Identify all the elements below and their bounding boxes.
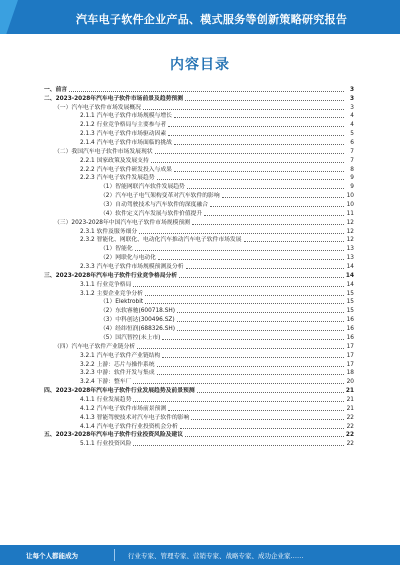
toc-entry-page: 9 bbox=[350, 175, 354, 182]
toc-leader-dots bbox=[139, 233, 344, 234]
toc-entry[interactable] bbox=[44, 147, 354, 156]
toc-entry[interactable] bbox=[44, 404, 354, 413]
toc-entry[interactable] bbox=[44, 351, 354, 360]
toc-leader-dots bbox=[157, 374, 344, 375]
footer-slogan-left: 让每个人都能成为 bbox=[26, 552, 78, 560]
toc-entry-title: 2.1.2 行业竞争格局与主要参与者 bbox=[80, 122, 167, 129]
toc-leader-dots bbox=[158, 259, 344, 260]
toc-entry-page: 3 bbox=[350, 104, 354, 111]
toc-entry[interactable] bbox=[44, 280, 354, 289]
toc-entry-title: 4.1.1 行业发展趋势 bbox=[80, 396, 132, 403]
toc-leader-dots bbox=[133, 286, 344, 287]
toc-entry-title: 一、前言 bbox=[44, 86, 68, 93]
toc-leader-dots bbox=[187, 188, 344, 189]
toc-entry[interactable] bbox=[44, 120, 354, 129]
toc-entry-page: 6 bbox=[350, 140, 354, 147]
toc-entry[interactable] bbox=[44, 218, 354, 227]
toc-entry-title: 二、2023-2028年汽车电子软件市场前景及趋势预测 bbox=[44, 95, 184, 102]
toc-entry-title: 五、2023-2028年汽车电子软件行业投资风险及建议 bbox=[44, 432, 184, 439]
toc-leader-dots bbox=[151, 162, 344, 163]
toc-entry-title: 2.2.3 汽车电子软件发展趋势 bbox=[80, 175, 155, 182]
toc-entry[interactable] bbox=[44, 129, 354, 138]
toc-entry[interactable] bbox=[44, 342, 354, 351]
toc-entry-title: 2.1.1 汽车电子软件市场规模与增长 bbox=[80, 113, 172, 120]
toc-entry-page: 8 bbox=[350, 166, 354, 173]
toc-entry-page: 3 bbox=[349, 86, 354, 93]
toc-entry-page: 17 bbox=[346, 352, 354, 359]
toc-entry-title: （1）智能网联汽车软件发展趋势 bbox=[100, 184, 185, 191]
toc-entry[interactable] bbox=[44, 289, 354, 298]
toc-entry[interactable] bbox=[44, 94, 354, 103]
toc-leader-dots bbox=[192, 224, 344, 225]
toc-leader-dots bbox=[168, 135, 344, 136]
toc-entry-title: （三）2023-2028年中国汽车电子软件市场规模预测 bbox=[54, 219, 190, 226]
footer-slogan-right: 行业专家、管理专家、营销专家、战略专家、成功企业家…… bbox=[128, 552, 304, 560]
toc-leader-dots bbox=[133, 401, 344, 402]
toc-leader-dots bbox=[197, 392, 344, 393]
toc-heading: 内容目录 bbox=[170, 57, 230, 73]
toc-entry-page: 14 bbox=[346, 264, 354, 271]
toc-entry[interactable] bbox=[44, 103, 354, 112]
toc-entry-title: （4）软件定义汽车发展与软件价值提升 bbox=[100, 210, 203, 217]
toc-entry-page: 5 bbox=[350, 131, 354, 138]
footer-divider bbox=[114, 549, 115, 561]
toc-entry[interactable] bbox=[44, 324, 354, 333]
toc-entry[interactable] bbox=[44, 174, 354, 183]
toc-entry-page: 7 bbox=[350, 148, 354, 155]
toc-entry[interactable] bbox=[44, 306, 354, 315]
toc-entry-title: 4.1.3 智能驾驶技术对汽车电子软件的影响 bbox=[80, 414, 190, 421]
toc-leader-dots bbox=[137, 348, 344, 349]
toc-entry[interactable] bbox=[44, 271, 354, 280]
toc-leader-dots bbox=[133, 383, 344, 384]
toc-entry-page: 17 bbox=[346, 343, 354, 350]
toc-entry-title: 3.2.1 汽车电子软件产业链结构 bbox=[80, 352, 161, 359]
footer-bar bbox=[0, 545, 400, 565]
toc-entry-page: 12 bbox=[346, 219, 354, 226]
toc-entry[interactable] bbox=[44, 413, 354, 422]
toc-entry[interactable] bbox=[44, 439, 354, 448]
toc-entry-title: 3.2.4 下游：整车厂 bbox=[80, 379, 132, 386]
toc-leader-dots bbox=[157, 366, 344, 367]
toc-entry-title: （2）东软睿驰(600718.SH) bbox=[100, 308, 176, 315]
toc-leader-dots bbox=[177, 330, 344, 331]
toc-entry-title: （1）智能化 bbox=[100, 246, 133, 253]
toc-entry[interactable] bbox=[44, 369, 354, 378]
toc-entry[interactable] bbox=[44, 298, 354, 307]
toc-entry-page: 13 bbox=[346, 255, 354, 262]
toc-entry-title: 3.1.2 主要企业竞争分析 bbox=[80, 290, 143, 297]
toc-entry-title: 2.3.1 软件及服务细分 bbox=[80, 228, 138, 235]
toc-entry[interactable] bbox=[44, 227, 354, 236]
toc-entry[interactable] bbox=[44, 165, 354, 174]
toc-entry[interactable] bbox=[44, 191, 354, 200]
toc-leader-dots bbox=[168, 410, 344, 411]
toc-entry-page: 21 bbox=[346, 405, 354, 412]
toc-entry-title: （2）汽车电子电气架构变革对汽车软件的影响 bbox=[100, 193, 220, 200]
toc-entry-title: 2.3.3 汽车电子软件市场规模预测及分析 bbox=[80, 264, 184, 271]
toc-leader-dots bbox=[185, 436, 344, 437]
toc-entry-title: （1）Elektrobit bbox=[100, 299, 144, 306]
toc-list bbox=[44, 85, 354, 448]
toc-entry[interactable] bbox=[44, 156, 354, 165]
toc-entry-title: 2.2.1 国家政策及发展支持 bbox=[80, 157, 149, 164]
toc-entry-page: 4 bbox=[350, 122, 354, 129]
toc-leader-dots bbox=[145, 303, 344, 304]
toc-leader-dots bbox=[135, 250, 344, 251]
toc-leader-dots bbox=[177, 321, 344, 322]
toc-entry-page: 14 bbox=[346, 281, 354, 288]
toc-leader-dots bbox=[191, 419, 344, 420]
toc-leader-dots bbox=[210, 206, 344, 207]
toc-leader-dots bbox=[168, 126, 344, 127]
toc-entry-page: 22 bbox=[346, 441, 354, 448]
toc-leader-dots bbox=[155, 153, 344, 154]
toc-entry-title: （四）汽车电子软件产业链分析 bbox=[54, 343, 136, 350]
toc-entry-title: （2）网联化与电动化 bbox=[100, 255, 156, 262]
toc-entry-page: 22 bbox=[346, 423, 354, 430]
report-title: 汽车电子软件企业产品、模式服务等创新策略研究报告 bbox=[76, 13, 348, 26]
toc-entry-title: 2.3.2 智能化、网联化、电动化汽车推动汽车电子软件市场发展 bbox=[80, 237, 242, 244]
toc-entry-page: 4 bbox=[350, 113, 354, 120]
toc-entry-page: 21 bbox=[346, 396, 354, 403]
toc-entry-title: （3）中科创达(300496.SZ) bbox=[100, 317, 175, 324]
toc-entry-page: 16 bbox=[346, 334, 354, 341]
toc-entry-page: 13 bbox=[346, 246, 354, 253]
toc-entry-page: 16 bbox=[346, 326, 354, 333]
toc-entry-title: （一）汽车电子软件市场发展概况 bbox=[54, 104, 141, 111]
toc-entry[interactable] bbox=[44, 315, 354, 324]
toc-entry[interactable] bbox=[44, 377, 354, 386]
toc-entry[interactable] bbox=[44, 244, 354, 253]
toc-entry[interactable] bbox=[44, 422, 354, 431]
toc-entry[interactable] bbox=[44, 360, 354, 369]
toc-leader-dots bbox=[174, 117, 344, 118]
header-accent-shape bbox=[0, 0, 18, 34]
toc-leader-dots bbox=[157, 179, 344, 180]
toc-leader-dots bbox=[174, 144, 344, 145]
toc-entry-title: （5）国汽智控(未上市) bbox=[100, 334, 161, 341]
toc-entry-page: 15 bbox=[346, 290, 354, 297]
toc-entry-page: 22 bbox=[346, 414, 354, 421]
toc-leader-dots bbox=[69, 91, 344, 92]
toc-entry-title: 2.1.3 汽车电子软件市场驱动因素 bbox=[80, 131, 167, 138]
toc-entry-title: 3.2.3 中游：软件开发与集成 bbox=[80, 370, 155, 377]
toc-entry[interactable] bbox=[44, 395, 354, 404]
toc-leader-dots bbox=[162, 339, 344, 340]
toc-leader-dots bbox=[180, 428, 344, 429]
toc-entry-page: 15 bbox=[346, 299, 354, 306]
toc-leader-dots bbox=[185, 100, 344, 101]
toc-entry-title: （4）经纬恒润(688326.SH) bbox=[100, 326, 176, 333]
toc-leader-dots bbox=[143, 109, 344, 110]
toc-leader-dots bbox=[145, 295, 344, 296]
toc-leader-dots bbox=[204, 215, 344, 216]
toc-entry-page: 20 bbox=[346, 379, 354, 386]
toc-entry-title: 2.1.4 汽车电子软件市场面临的挑战 bbox=[80, 140, 172, 147]
toc-entry[interactable] bbox=[44, 333, 354, 342]
toc-entry[interactable] bbox=[44, 253, 354, 262]
toc-leader-dots bbox=[174, 171, 344, 172]
toc-entry-page: 14 bbox=[345, 272, 354, 279]
toc-leader-dots bbox=[177, 312, 344, 313]
toc-leader-dots bbox=[133, 445, 344, 446]
toc-entry-page: 10 bbox=[346, 202, 354, 209]
toc-leader-dots bbox=[162, 357, 344, 358]
toc-entry-title: （二）我国汽车电子软件市场发展现状 bbox=[54, 148, 153, 155]
toc-entry-title: （3）自动驾驶技术与汽车软件的深度融合 bbox=[100, 202, 209, 209]
toc-leader-dots bbox=[179, 277, 344, 278]
toc-entry[interactable] bbox=[44, 431, 354, 440]
toc-entry[interactable] bbox=[44, 386, 354, 395]
toc-entry-title: 四、2023-2028年汽车电子软件行业发展趋势及前景预测 bbox=[44, 388, 195, 395]
toc-entry[interactable] bbox=[44, 262, 354, 271]
toc-entry-page: 3 bbox=[349, 95, 354, 102]
toc-entry-title: 三、2023-2028年汽车电子软件行业竞争格局分析 bbox=[44, 272, 178, 279]
toc-entry[interactable] bbox=[44, 112, 354, 121]
toc-entry-title: 5.1.1 行业投资风险 bbox=[80, 441, 132, 448]
toc-entry-page: 9 bbox=[350, 184, 354, 191]
toc-entry-page: 12 bbox=[346, 237, 354, 244]
toc-entry[interactable] bbox=[44, 209, 354, 218]
toc-entry[interactable] bbox=[44, 236, 354, 245]
toc-leader-dots bbox=[186, 268, 344, 269]
toc-entry-page: 7 bbox=[350, 157, 354, 164]
toc-entry-title: 3.2.2 上游：芯片与操作系统 bbox=[80, 361, 155, 368]
toc-leader-dots bbox=[244, 241, 344, 242]
toc-entry-page: 15 bbox=[346, 308, 354, 315]
toc-entry-page: 17 bbox=[346, 361, 354, 368]
toc-entry-title: 4.1.2 汽车电子软件市场前景预测 bbox=[80, 405, 167, 412]
toc-entry-title: 2.2.2 汽车电子软件研发投入与成果 bbox=[80, 166, 172, 173]
toc-leader-dots bbox=[222, 197, 344, 198]
toc-entry[interactable] bbox=[44, 182, 354, 191]
toc-entry-page: 21 bbox=[345, 388, 354, 395]
toc-entry-title: 4.1.4 汽车电子软件行业投资机会分析 bbox=[80, 423, 178, 430]
toc-entry[interactable] bbox=[44, 138, 354, 147]
toc-entry-page: 10 bbox=[346, 193, 354, 200]
toc-entry-page: 22 bbox=[345, 432, 354, 439]
toc-entry[interactable] bbox=[44, 200, 354, 209]
header-bar bbox=[0, 0, 400, 34]
toc-entry[interactable] bbox=[44, 85, 354, 94]
toc-entry-page: 18 bbox=[346, 370, 354, 377]
toc-entry-page: 12 bbox=[346, 228, 354, 235]
toc-entry-title: 3.1.1 行业竞争格局 bbox=[80, 281, 132, 288]
toc-entry-page: 16 bbox=[346, 317, 354, 324]
toc-entry-page: 11 bbox=[346, 210, 354, 217]
